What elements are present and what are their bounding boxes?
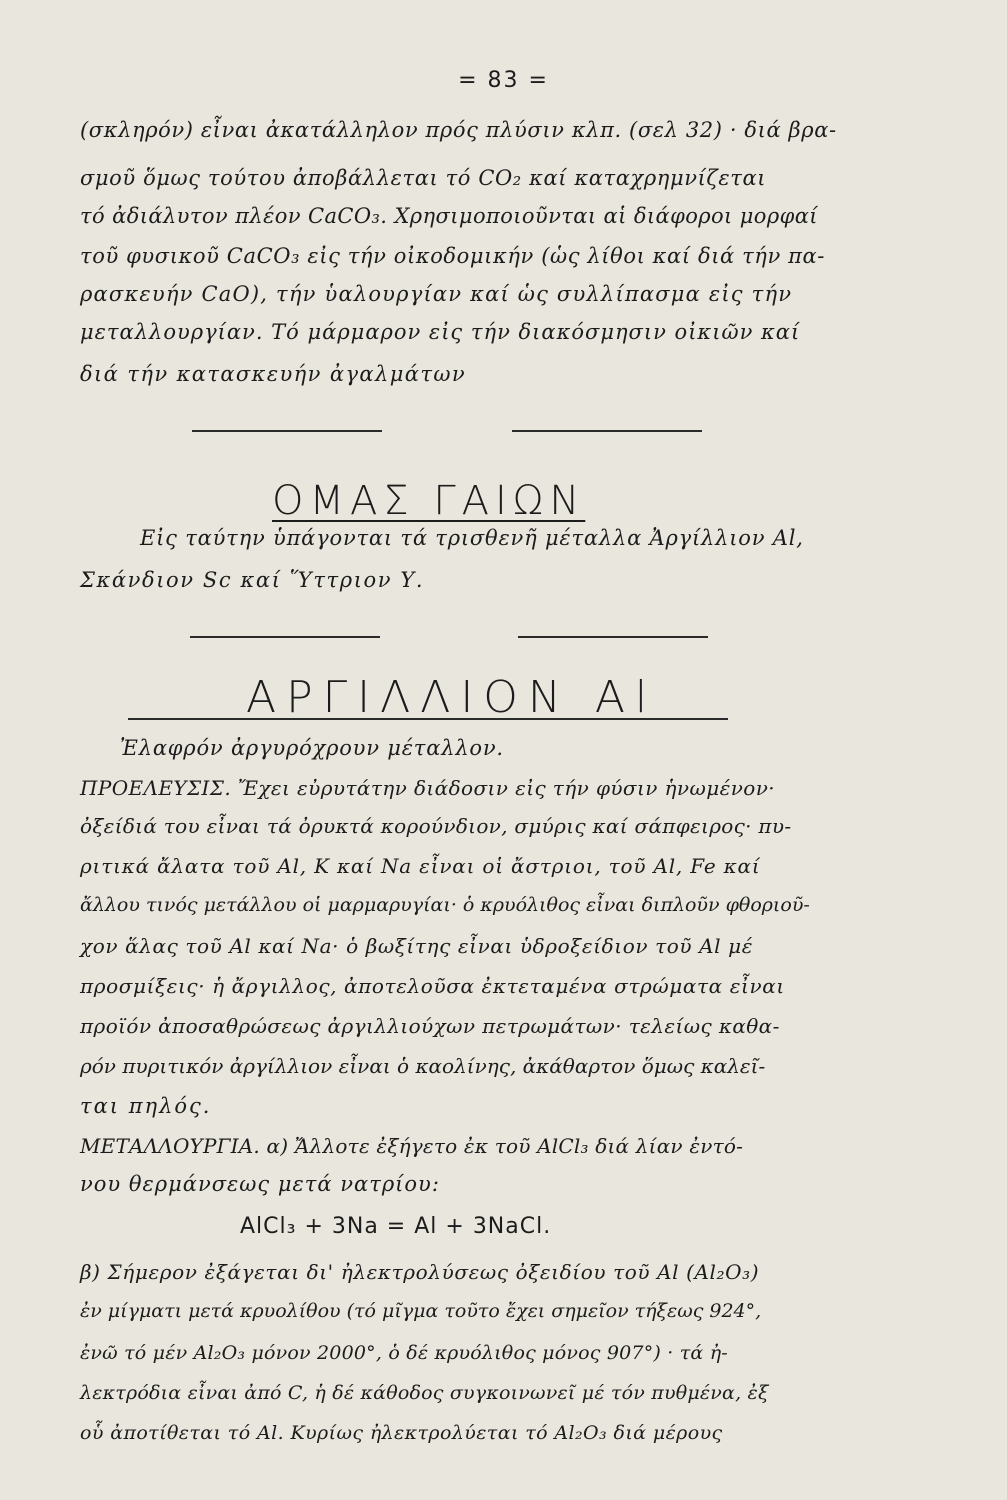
text-line: ται πηλός.	[80, 1094, 212, 1118]
text-line: ἄλλου τινός μετάλλου οἱ μαρμαρυγίαι· ὁ κρυόλιθος εἶναι διπλοῦν φθοριοῦ-	[80, 894, 810, 916]
text-line: (σκληρόν) εἶναι ἀκατάλληλον πρός πλύσιν κλπ. (σελ 32) · διά βρα-	[80, 118, 837, 142]
text-line: ρόν πυριτικόν ἀργίλλιον εἶναι ὁ καολίνης, ἀκάθαρτον ὅμως καλεῖ-	[80, 1054, 766, 1078]
text-line: νου θερμάνσεως μετά νατρίου:	[80, 1172, 440, 1196]
element-heading: ΑΡΓΙΛΛΙΟΝ Al	[246, 672, 658, 723]
group-description-line: Εἰς ταύτην ὑπάγονται τά τρισθενῆ μέταλλα Ἀργίλλιον Al,	[140, 526, 804, 550]
text-line: ΜΕΤΑΛΛΟΥΡΓΙΑ. α) Ἄλλοτε ἐξήγετο ἐκ τοῦ AlCl₃ διά λίαν ἐντό-	[80, 1134, 744, 1158]
text-line: ἐνῶ τό μέν Al₂O₃ μόνον 2000°, ὁ δέ κρυόλιθος μόνος 907°) · τά ἠ-	[80, 1342, 728, 1364]
text-line: οὗ ἀποτίθεται τό Al. Κυρίως ἠλεκτρολύεται τό Al₂O₃ διά μέρους	[80, 1422, 723, 1444]
page-number: = 83 =	[458, 68, 549, 93]
text-line: προσμίξεις· ἡ ἄργιλλος, ἀποτελοῦσα ἐκτεταμένα στρώματα εἶναι	[80, 974, 785, 998]
reaction-formula: AlCl₃ + 3Na = Al + 3NaCl.	[240, 1214, 552, 1239]
text-line: ΠΡΟΕΛΕΥΣΙΣ. Ἔχει εὐρυτάτην διάδοσιν εἰς τήν φύσιν ἡνωμένον·	[80, 776, 776, 800]
divider-line	[512, 430, 702, 432]
divider-line	[192, 430, 382, 432]
text-line: διά τήν κατασκευήν ἀγαλμάτων	[80, 362, 467, 386]
text-line: τό ἀδιάλυτον πλέον CaCO₃. Χρησιμοποιοῦνται αἱ διάφοροι μορφαί	[80, 204, 818, 228]
divider-line	[518, 636, 708, 638]
divider-line	[190, 636, 380, 638]
text-line: προϊόν ἀποσαθρώσεως ἀργιλλιούχων πετρωμάτων· τελείως καθα-	[80, 1014, 780, 1038]
text-line: σμοῦ ὅμως τούτου ἀποβάλλεται τό CO₂ καί καταχρημνίζεται	[80, 166, 767, 190]
text-line: Ἐλαφρόν ἀργυρόχρουν μέταλλον.	[120, 736, 504, 760]
text-line: ἐν μίγματι μετά κρυολίθου (τό μῖγμα τοῦτο ἔχει σημεῖον τήξεως 924°,	[80, 1300, 762, 1322]
text-line: τοῦ φυσικοῦ CaCO₃ εἰς τήν οἰκοδομικήν (ὡς λίθοι καί διά τήν πα-	[80, 244, 826, 268]
text-line: ριτικά ἄλατα τοῦ Al, K καί Na εἶναι οἱ ἄστριοι, τοῦ Al, Fe καί	[80, 854, 761, 878]
group-description-line: Σκάνδιον Sc καί Ὕττριον Υ.	[80, 568, 425, 592]
text-line: μεταλλουργίαν. Τό μάρμαρον εἰς τήν διακόσμησιν οἰκιῶν καί	[80, 320, 801, 344]
heading-underline	[128, 718, 728, 720]
text-line: β) Σήμερον ἐξάγεται δι' ἠλεκτρολύσεως ὀξειδίου τοῦ Al (Al₂O₃)	[80, 1260, 760, 1284]
text-line: λεκτρόδια εἶναι ἀπό C, ἡ δέ κάθοδος συγκοινωνεῖ μέ τόν πυθμένα, ἐξ	[80, 1382, 769, 1404]
text-line: ὀξείδιά του εἶναι τά ὀρυκτά κορούνδιον, σμύρις καί σάπφειρος· πυ-	[80, 814, 792, 838]
text-line: χον ἅλας τοῦ Al καί Na· ὁ βωξίτης εἶναι ὑδροξείδιον τοῦ Al μέ	[80, 934, 754, 958]
text-line: ρασκευήν CaO), τήν ὑαλουργίαν καί ὡς συλλίπασμα εἰς τήν	[80, 282, 793, 306]
group-heading: ΟΜΑΣ ΓΑΙΩΝ	[272, 478, 586, 524]
